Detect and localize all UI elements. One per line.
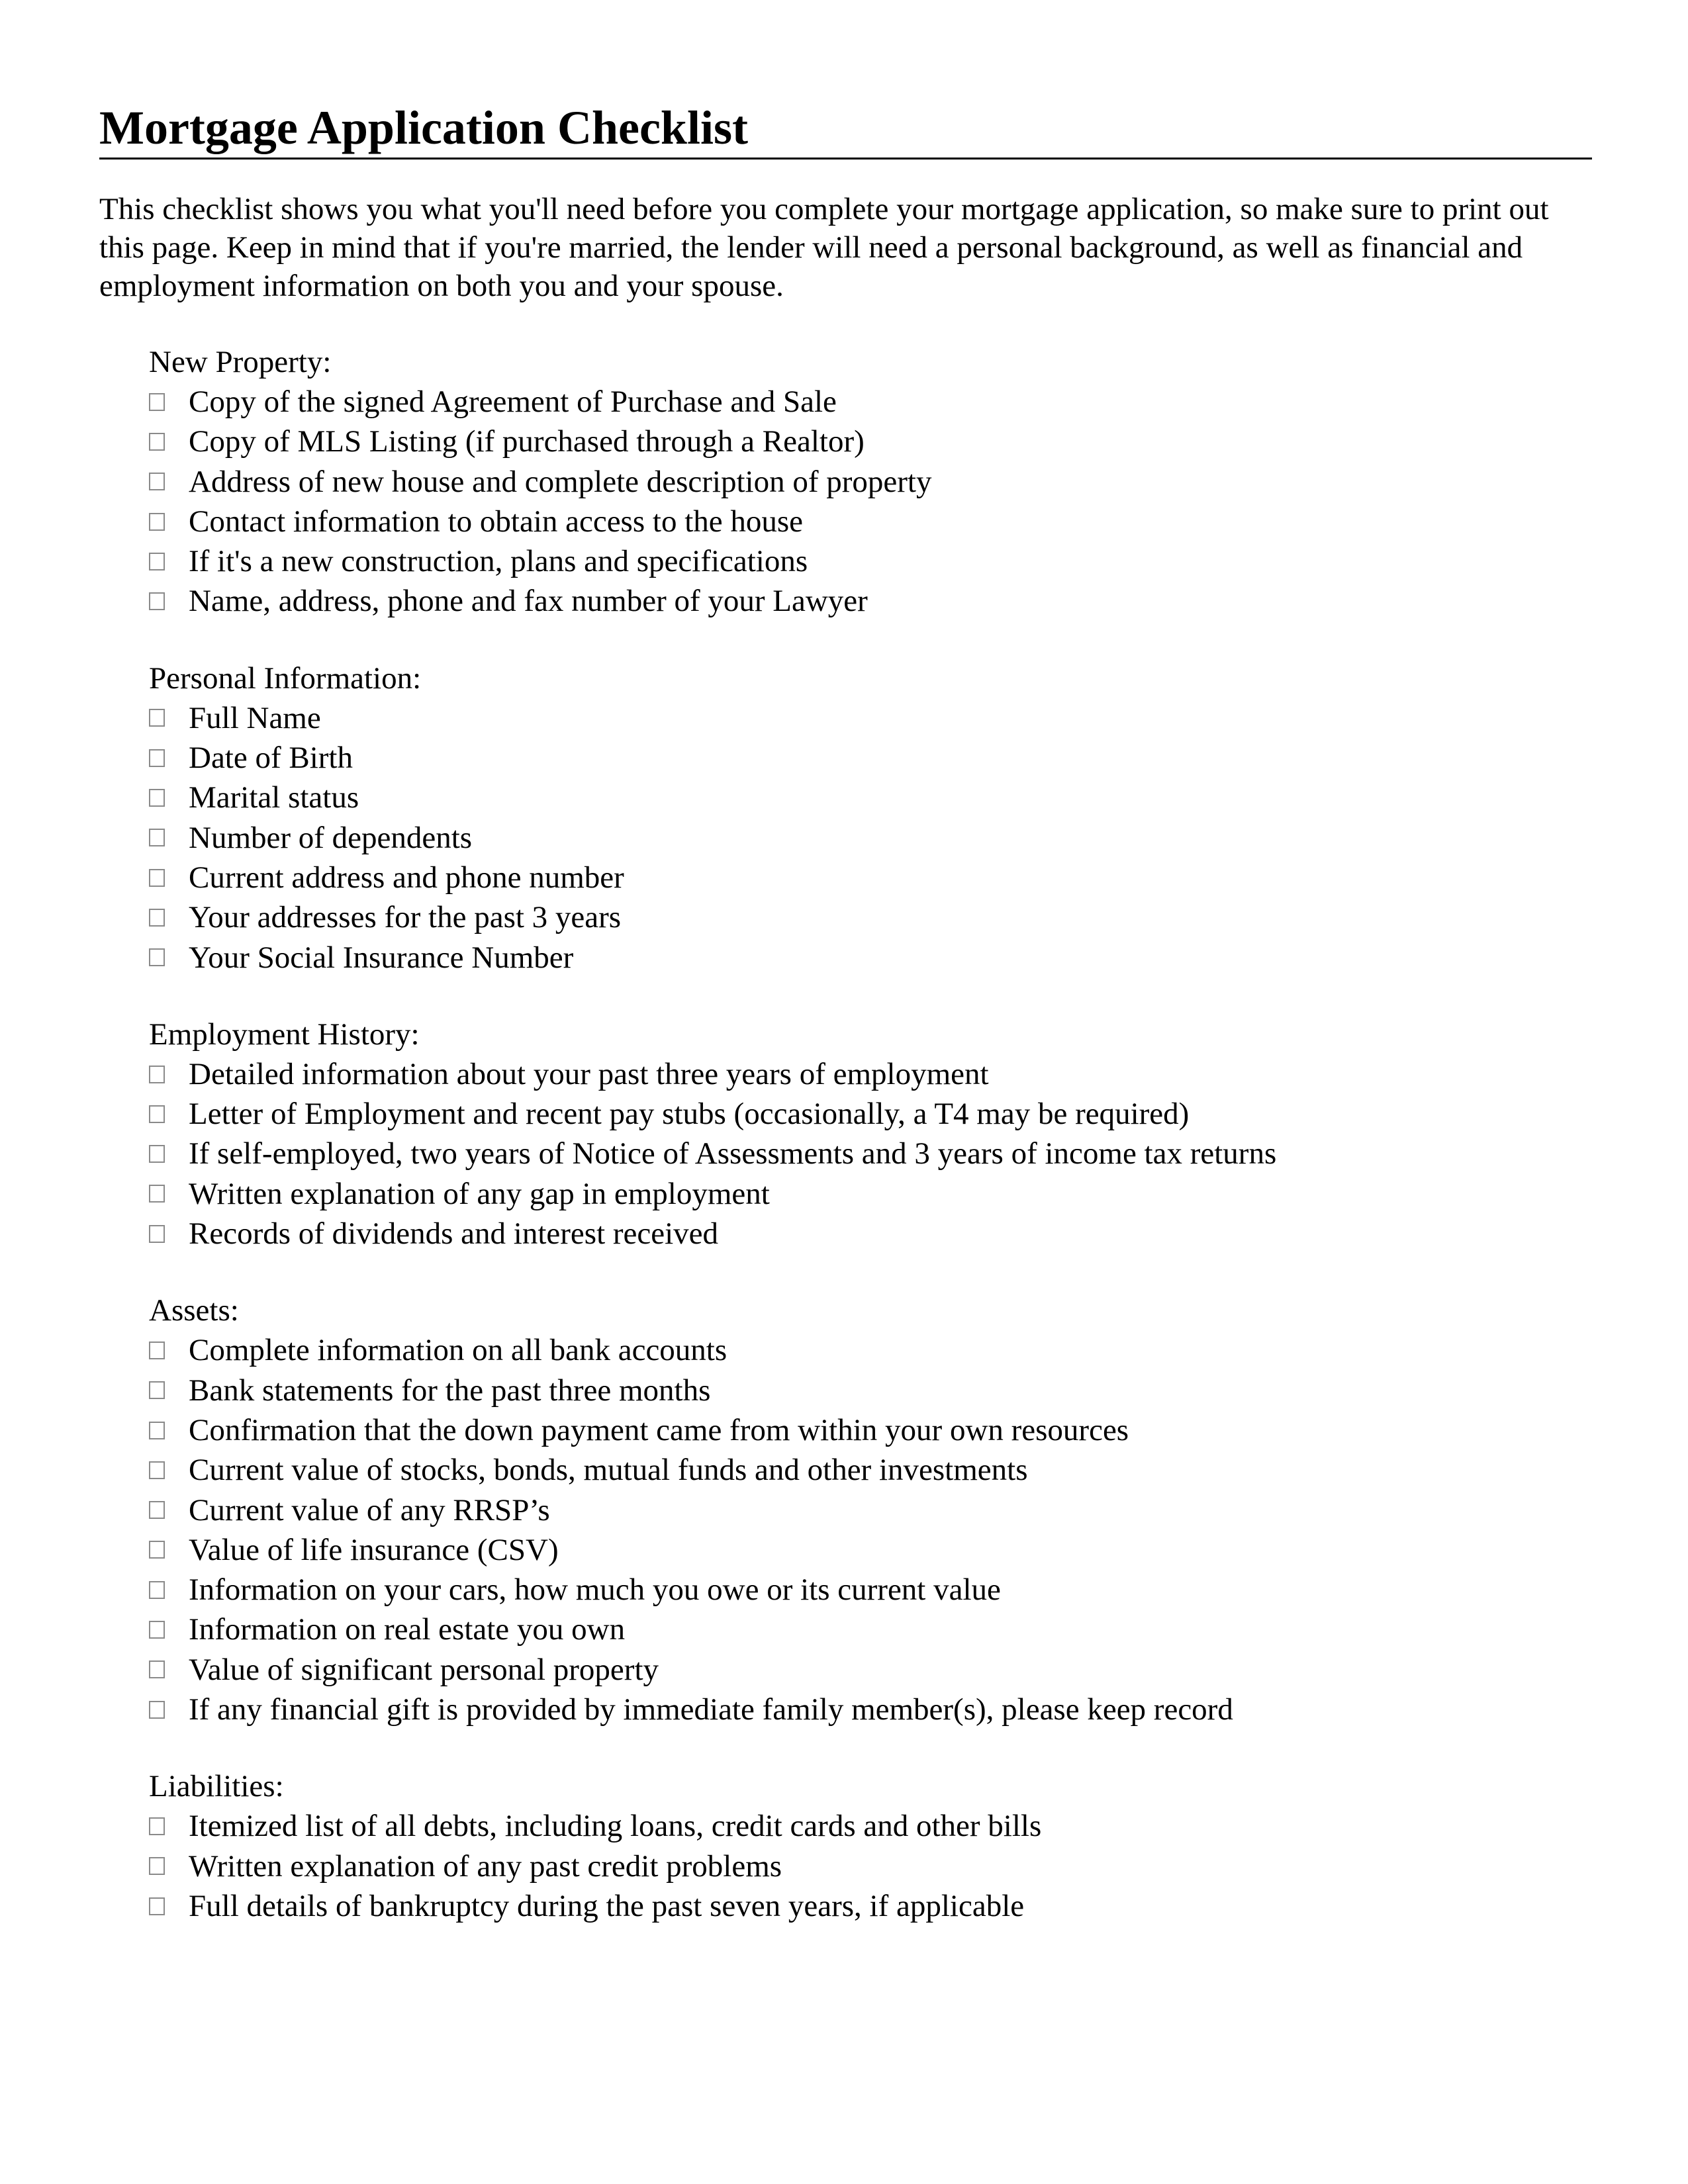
checklist-item [149,778,1592,817]
item-label: Full details of bankruptcy during the past seven years, if applicable [189,1888,1025,1923]
checkbox-icon[interactable] [149,1541,165,1559]
item-label: Records of dividends and interest received [189,1216,719,1251]
checklist-item [149,1410,1592,1450]
checklist-item [149,738,1592,778]
checkbox-icon[interactable] [149,1185,165,1203]
checkbox-icon[interactable] [149,1897,165,1915]
checklist-item [149,698,1592,738]
item-label: Written explanation of any gap in employment [189,1176,770,1211]
checklist-item [149,1134,1592,1173]
item-label: Bank statements for the past three months [189,1373,711,1408]
checklist-item [149,1450,1592,1490]
checkbox-icon[interactable] [149,513,165,531]
item-label: Letter of Employment and recent pay stubs (occasionally, a T4 may be required) [189,1097,1190,1132]
section-employment-history [149,1015,1592,1253]
checklist-item [149,462,1592,502]
section-title: Personal Information: [149,660,422,696]
checklist-item [149,581,1592,621]
checkbox-icon[interactable] [149,592,165,610]
item-label: Name, address, phone and fax number of your Lawyer [189,584,868,619]
checklist-item [149,1371,1592,1410]
checklist-item [149,1650,1592,1690]
item-label: Number of dependents [189,820,473,855]
item-label: Full Name [189,700,321,735]
checkbox-icon[interactable] [149,1501,165,1519]
item-label: Itemized list of all debts, including loans, credit cards and other bills [189,1809,1042,1844]
item-label: Written explanation of any past credit problems [189,1848,782,1884]
checklist-item [149,502,1592,541]
checklist-item [149,938,1592,978]
section-title: Assets: [149,1293,239,1328]
checkbox-icon[interactable] [149,1857,165,1875]
checkbox-icon[interactable] [149,1701,165,1719]
item-label: Copy of MLS Listing (if purchased through a Realtor) [189,424,865,459]
item-label: Marital status [189,780,359,815]
checkbox-icon[interactable] [149,1066,165,1083]
checklist-item [149,1806,1592,1846]
checklist-item [149,1490,1592,1530]
section-liabilities [149,1766,1592,1926]
section-personal-information [149,659,1592,978]
item-label: If it's a new construction, plans and specifications [189,544,808,579]
checklist-item [149,1610,1592,1649]
checkbox-icon[interactable] [149,1621,165,1639]
checkbox-icon[interactable] [149,869,165,887]
section-assets [149,1291,1592,1729]
checklist-item [149,541,1592,581]
checkbox-icon[interactable] [149,553,165,570]
section-new-property [149,342,1592,621]
checkbox-icon[interactable] [149,789,165,807]
item-label: Current value of stocks, bonds, mutual funds and other investments [189,1453,1028,1488]
checkbox-icon[interactable] [149,393,165,411]
item-label: Current value of any RRSP’s [189,1492,550,1527]
checkbox-icon[interactable] [149,1342,165,1359]
checklist-item [149,1094,1592,1134]
checkbox-icon[interactable] [149,1381,165,1399]
item-label: If any financial gift is provided by immediate family member(s), please keep record [189,1692,1233,1727]
checklist-item [149,897,1592,937]
page-title: Mortgage Application Checklist [99,99,1592,159]
checklist-item [149,1530,1592,1570]
checkbox-icon[interactable] [149,948,165,966]
checkbox-icon[interactable] [149,1105,165,1123]
checkbox-icon[interactable] [149,1817,165,1835]
item-label: Address of new house and complete description of property [189,464,932,499]
intro-paragraph: This checklist shows you what you'll need before you complete your mortgage application, so make sure to print out this page. Keep in mind that if you're married, the lender will need a personal background, as well as financial and employment information on both you and your spouse. [99,192,1549,303]
item-label: Value of significant personal property [189,1652,659,1687]
checklist-item [149,1846,1592,1886]
checkbox-icon[interactable] [149,1225,165,1243]
item-label: Information on your cars, how much you owe or its current value [189,1572,1001,1608]
item-label: Detailed information about your past three years of employment [189,1056,989,1091]
checklist-item [149,1886,1592,1926]
checkbox-icon[interactable] [149,473,165,490]
checkbox-icon[interactable] [149,709,165,727]
item-label: Confirmation that the down payment came from within your own resources [189,1412,1129,1447]
checklist-item [149,818,1592,858]
checkbox-icon[interactable] [149,829,165,846]
checkbox-icon[interactable] [149,909,165,927]
checkbox-icon[interactable] [149,1661,165,1678]
checklist-item [149,382,1592,422]
checklist-item [149,1214,1592,1253]
item-label: Complete information on all bank accounts [189,1333,727,1368]
checkbox-icon[interactable] [149,1422,165,1439]
checklist-item [149,422,1592,461]
section-title: New Property: [149,345,332,379]
checkbox-icon[interactable] [149,433,165,451]
item-label: Current address and phone number [189,860,624,895]
checkbox-icon[interactable] [149,1581,165,1599]
item-label: Your Social Insurance Number [189,940,574,975]
item-label: Copy of the signed Agreement of Purchase and Sale [189,385,837,419]
document-page [99,99,1592,1926]
checklist-item [149,1570,1592,1610]
item-label: Date of Birth [189,741,353,776]
checklist-item [149,1174,1592,1214]
checklist-item [149,1330,1592,1370]
section-title: Employment History: [149,1017,420,1052]
item-label: Information on real estate you own [189,1612,626,1647]
checkbox-icon[interactable] [149,1461,165,1479]
checklist-item [149,1054,1592,1094]
checkbox-icon[interactable] [149,749,165,767]
item-label: If self-employed, two years of Notice of Assessments and 3 years of income tax returns [189,1136,1277,1171]
checklist-item [149,858,1592,897]
item-label: Your addresses for the past 3 years [189,900,622,935]
item-label: Contact information to obtain access to the house [189,504,804,539]
section-title: Liabilities: [149,1769,284,1804]
checkbox-icon[interactable] [149,1145,165,1163]
item-label: Value of life insurance (CSV) [189,1532,559,1567]
checklist-item [149,1690,1592,1729]
